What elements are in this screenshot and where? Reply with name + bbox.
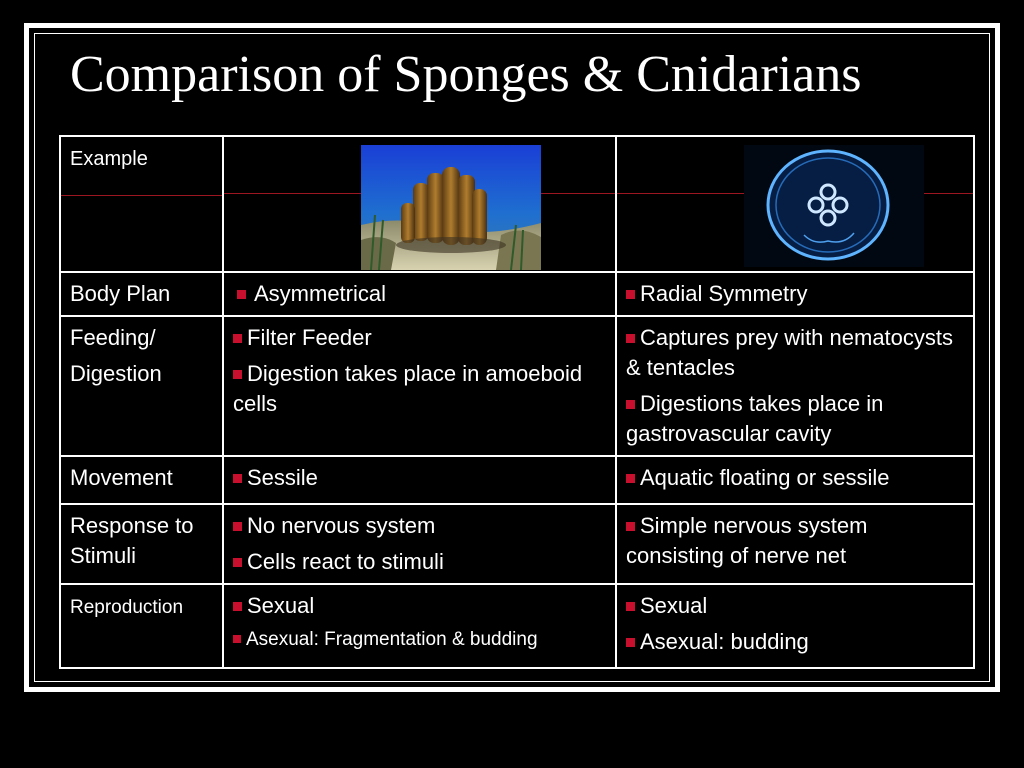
row-label-response: Response to Stimuli (60, 504, 223, 584)
list-item: Captures prey with nematocysts & tentacles (626, 325, 954, 380)
bullet-icon (626, 522, 635, 531)
list-item: Asexual: budding (626, 627, 964, 657)
jellyfish-image-cell (616, 136, 974, 272)
movement-cnidarians: Aquatic floating or sessile (616, 456, 974, 504)
bullet-icon (233, 334, 242, 343)
sponge-image-cell (223, 136, 616, 272)
feeding-sponges (223, 316, 616, 456)
movement-sponges: Sessile (223, 456, 616, 504)
bullet-icon (233, 474, 242, 483)
list-item: Sexual (233, 591, 606, 621)
table-row-body-plan (60, 272, 974, 316)
bullet-icon (233, 522, 242, 531)
sponge-photo (361, 145, 541, 270)
response-sponges (223, 504, 616, 584)
reproduction-cnidarians (616, 584, 974, 668)
list-item: Asexual: Fragmentation & budding (233, 627, 606, 653)
body-plan-sponges: Asymmetrical (223, 272, 616, 316)
list-item: Digestions takes place in gastrovascular cavity (626, 391, 884, 446)
table-row-response (60, 504, 974, 584)
row-label-reproduction: Reproduction (60, 584, 223, 668)
jellyfish-photo (744, 145, 924, 267)
bullet-icon (626, 638, 635, 647)
list-item: No nervous system (233, 511, 606, 541)
table-row-feeding (60, 316, 974, 456)
table-row-example (60, 136, 974, 272)
list-item: Digestion takes place in amoeboid cells (233, 361, 583, 416)
list-item: Simple nervous system consisting of nerve net (626, 513, 868, 568)
bullet-icon (626, 400, 635, 409)
bullet-icon (233, 370, 242, 379)
response-cnidarians (616, 504, 974, 584)
bullet-icon (626, 290, 635, 299)
list-item: Filter Feeder (233, 323, 606, 353)
row-label-movement: Movement (60, 456, 223, 504)
row-label-example (60, 136, 223, 272)
table-row-movement (60, 456, 974, 504)
body-plan-cnidarians: Radial Symmetry (616, 272, 974, 316)
row-label-feeding: Feeding/ Digestion (60, 316, 223, 456)
bullet-icon (626, 602, 635, 611)
bullet-icon (233, 635, 241, 643)
bullet-icon (237, 290, 246, 299)
bullet-icon (626, 334, 635, 343)
reproduction-sponges (223, 584, 616, 668)
list-item: Cells react to stimuli (233, 547, 606, 577)
divider-line (61, 195, 222, 196)
row-label-text: Example (70, 148, 148, 170)
feeding-cnidarians (616, 316, 974, 456)
bullet-icon (626, 474, 635, 483)
bullet-icon (233, 558, 242, 567)
list-item: Sexual (626, 591, 964, 621)
slide-title: Comparison of Sponges & Cnidarians (70, 46, 862, 103)
row-label-body-plan: Body Plan (60, 272, 223, 316)
bullet-icon (233, 602, 242, 611)
table-row-reproduction (60, 584, 974, 668)
comparison-table (59, 135, 975, 669)
